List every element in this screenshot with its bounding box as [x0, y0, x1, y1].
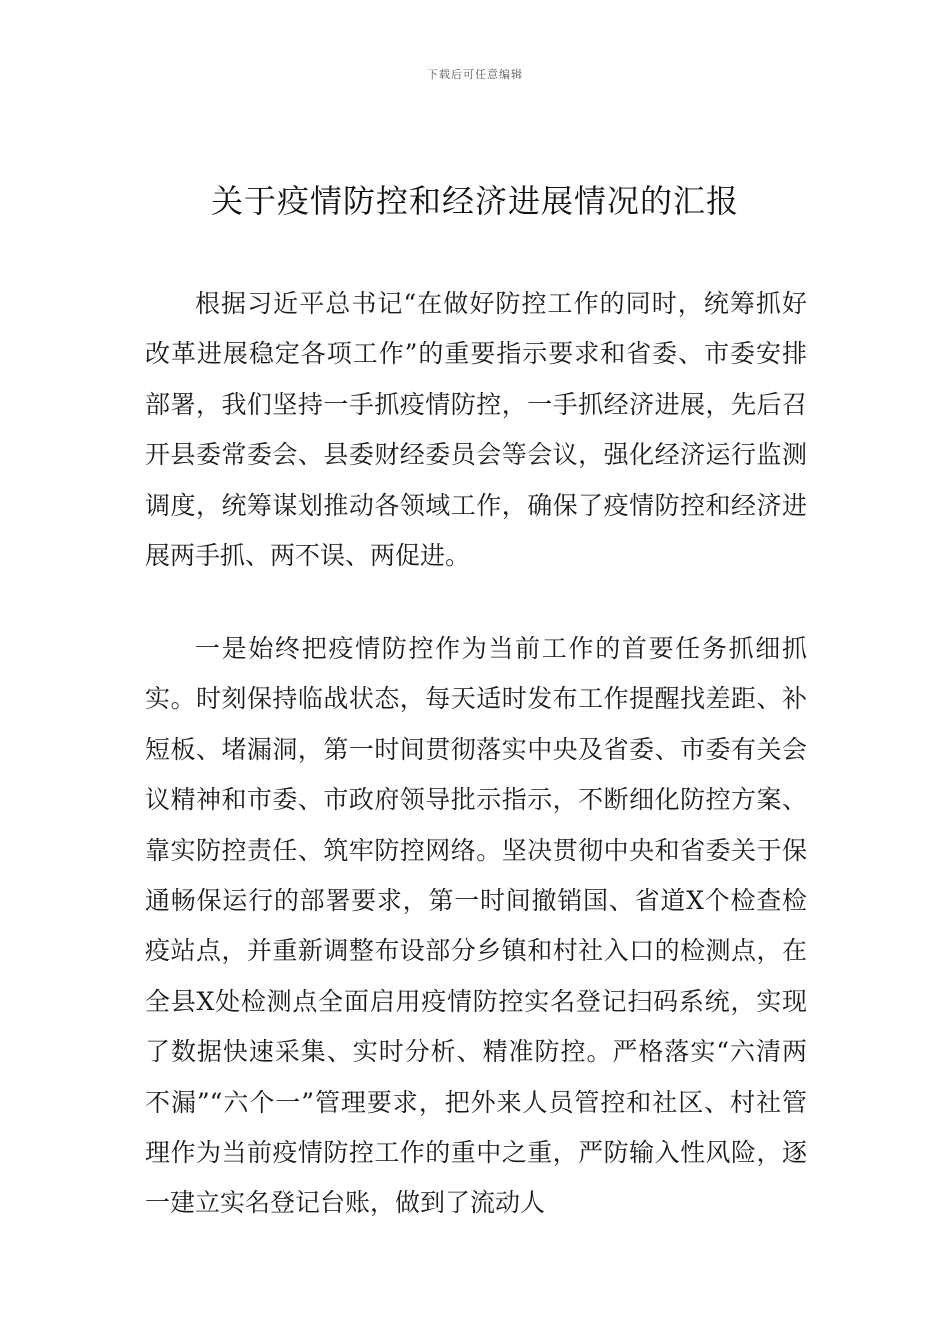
body-paragraph-2: 一是始终把疫情防控作为当前工作的首要任务抓细抓实。时刻保持临战状态，每天适时发布工作提醒找差距、补短板、堵漏洞，第一时间贯彻落实中央及省委、市委有关会议精神和市委、市政府领导批示指示，不断细化防控方案、靠实防控责任、筑牢防控网络。坚决贯彻中央和省委关于保通畅保运行的部署要求，第一时间撤销国、省道X个检查检疫站点，并重新调整布设部分乡镇和村社入口的检测点，在全县X处检测点全面启用疫情防控实名登记扫码系统，实现了数据快速采集、实时分析、精准防控。严格落实“六清两不漏”“六个一”管理要求，把外来人员管控和社区、村社管理作为当前疫情防控工作的重中之重，严防输入性风险，逐一建立实名登记台账，做到了流动人	[145, 634, 807, 1218]
body-paragraph-1: 根据习近平总书记“在做好防控工作的同时，统筹抓好改革进展稳定各项工作”的重要指示要求和省委、市委安排部署，我们坚持一手抓疫情防控，一手抓经济进展，先后召开县委常委会、县委财经委员会等会议，强化经济运行监测调度，统筹谋划推动各领域工作，确保了疫情防控和经济进展两手抓、两不误、两促进。	[145, 289, 807, 571]
header-note: 下载后可任意编辑	[427, 68, 523, 81]
document-title: 关于疫情防控和经济进展情况的汇报	[210, 182, 739, 220]
